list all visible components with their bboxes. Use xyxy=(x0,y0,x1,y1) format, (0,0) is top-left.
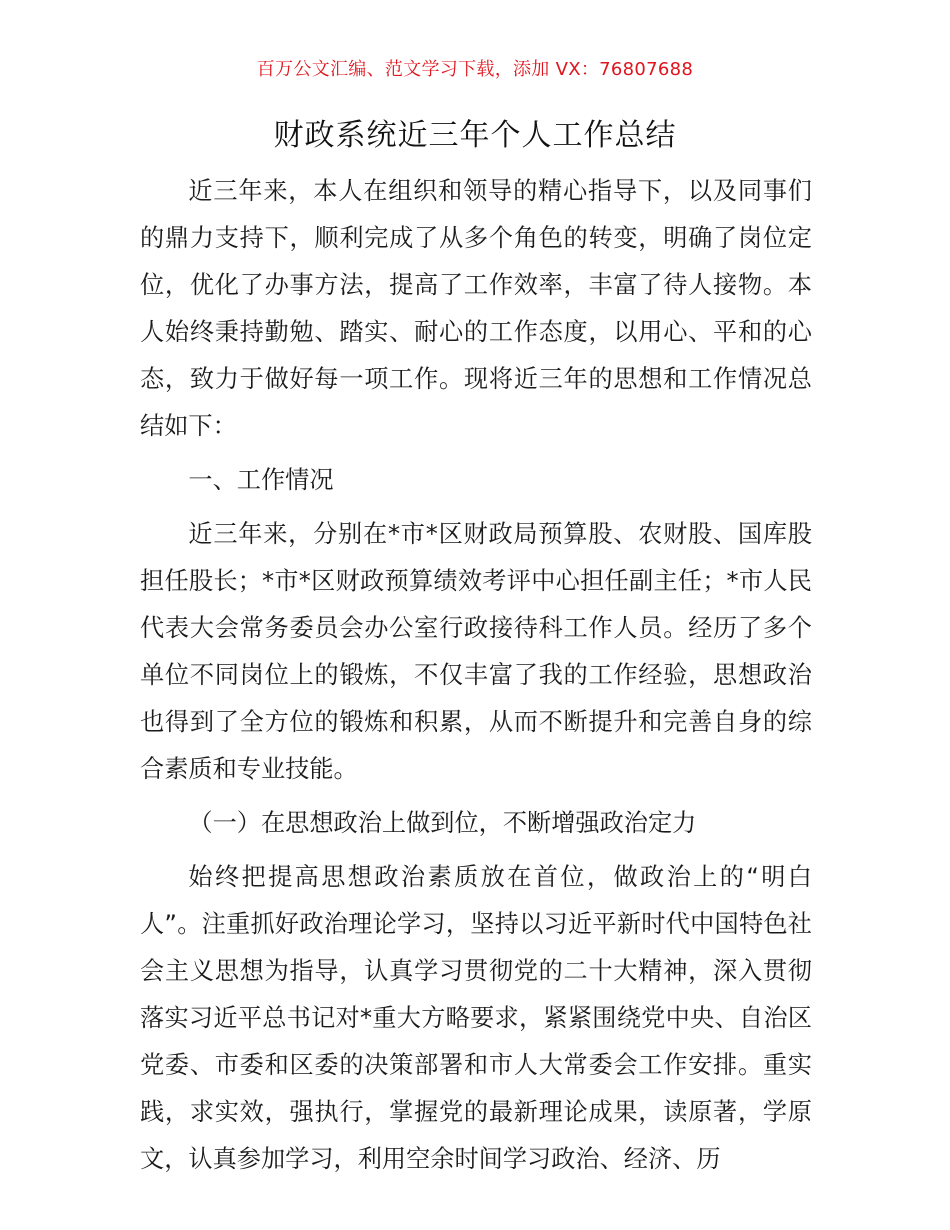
paragraph-politics: 始终把提高思想政治素质放在首位，做政治上的“明白人”。注重抓好政治理论学习，坚持以习近平新时代中国特色社会主义思想为指导，认真学习贯彻党的二十大精神，深入贯彻落实习近平总书记对*重大方略要求，紧紧围绕党中央、自治区党委、市委和区委的决策部署和市人大常委会工作安排。重实践，求实效，强执行，掌握党的最新理论成果，读原著，学原文，认真参加学习，利用空余时间学习政治、经济、历 xyxy=(140,863,812,1173)
document-title: 财政系统近三年个人工作总结 xyxy=(273,118,677,153)
paragraph-work-positions: 近三年来，分别在*市*区财政局预算股、农财股、国库股担任股长；*市*区财政预算绩效考评中心担任副主任；*市人民代表大会常务委员会办公室行政接待科工作人员。经历了多个单位不同岗位上的锻炼，不仅丰富了我的工作经验，思想政治也得到了全方位的锻炼和积累，从而不断提升和完善自身的综合素质和专业技能。 xyxy=(140,520,812,783)
section-heading-work: 一、工作情况 xyxy=(188,466,334,494)
document-body xyxy=(140,168,812,1190)
paragraph-intro: 近三年来，本人在组织和领导的精心指导下，以及同事们的鼎力支持下，顺利完成了从多个角色的转变，明确了岗位定位，优化了办事方法，提高了工作效率，丰富了待人接物。本人始终秉持勤勉、踏实、耐心的工作态度，以用心、平和的心态，致力于做好每一项工作。现将近三年的思想和工作情况总结如下： xyxy=(140,177,812,440)
watermark-banner: 百万公文汇编、范文学习下载，添加 VX：76807688 xyxy=(256,59,694,80)
subsection-heading-politics: （一）在思想政治上做到位，不断增强政治定力 xyxy=(188,809,697,837)
